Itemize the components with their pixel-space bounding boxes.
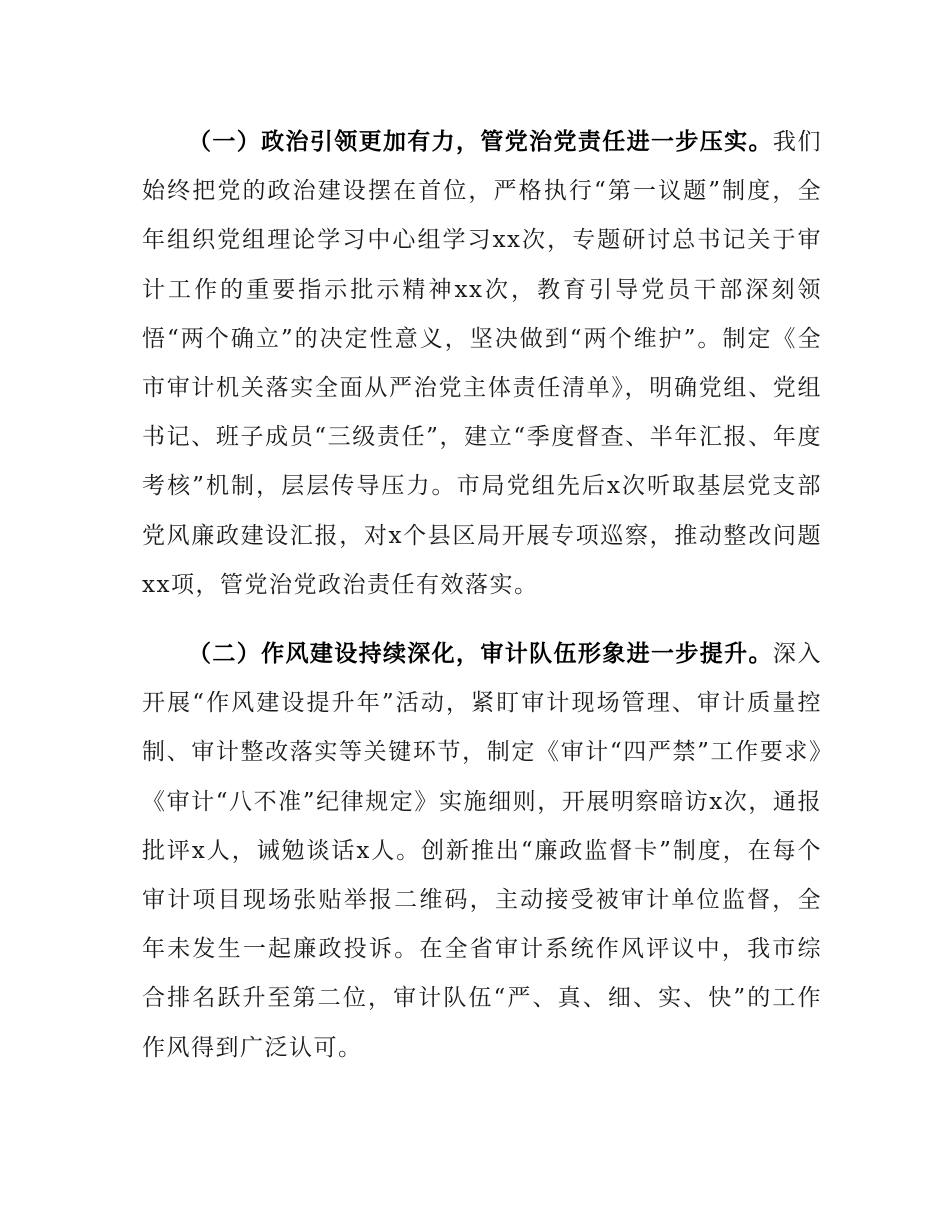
paragraph-lead-heading: （二）作风建设持续深化，审计队伍形象进一步提升。 (188, 641, 773, 667)
paragraph-body-text: 我们始终把党的政治建设摆在首位，严格执行“第一议题”制度，全年组织党组理论学习中心组学习xx次，专题研讨总书记关于审计工作的重要指示批示精神xx次，教育引导党员干部深刻领悟“两个确立”的决定性意义，坚决做到“两个维护”。制定《全市审计机关落实全面从严治党主体责任清单》，明确党组、党组书记、班子成员“三级责任”，建立“季度督查、半年汇报、年度考核”机制，层层传导压力。市局党组先后x次听取基层党支部党风廉政建设汇报，对x个县区局开展专项巡察，推动整改问题xx项，管党治党政治责任有效落实。 (142, 129, 822, 598)
paragraph-body-text: 深入开展“作风建设提升年”活动，紧盯审计现场管理、审计质量控制、审计整改落实等关键环节，制定《审计“四严禁”工作要求》《审计“八不准”纪律规定》实施细则，开展明察暗访x次，通报批评x人，诫勉谈话x人。创新推出“廉政监督卡”制度，在每个审计项目现场张贴举报二维码，主动接受被审计单位监督，全年未发生一起廉政投诉。在全省审计系统作风评议中，我市综合排名跃升至第二位，审计队伍“严、真、细、实、快”的工作作风得到广泛认可。 (142, 641, 822, 1061)
paragraph-lead-heading: （一）政治引领更加有力，管党治党责任进一步压实。 (188, 129, 773, 155)
paragraph-political-leadership (142, 118, 822, 610)
paragraph-work-style (142, 630, 822, 1073)
